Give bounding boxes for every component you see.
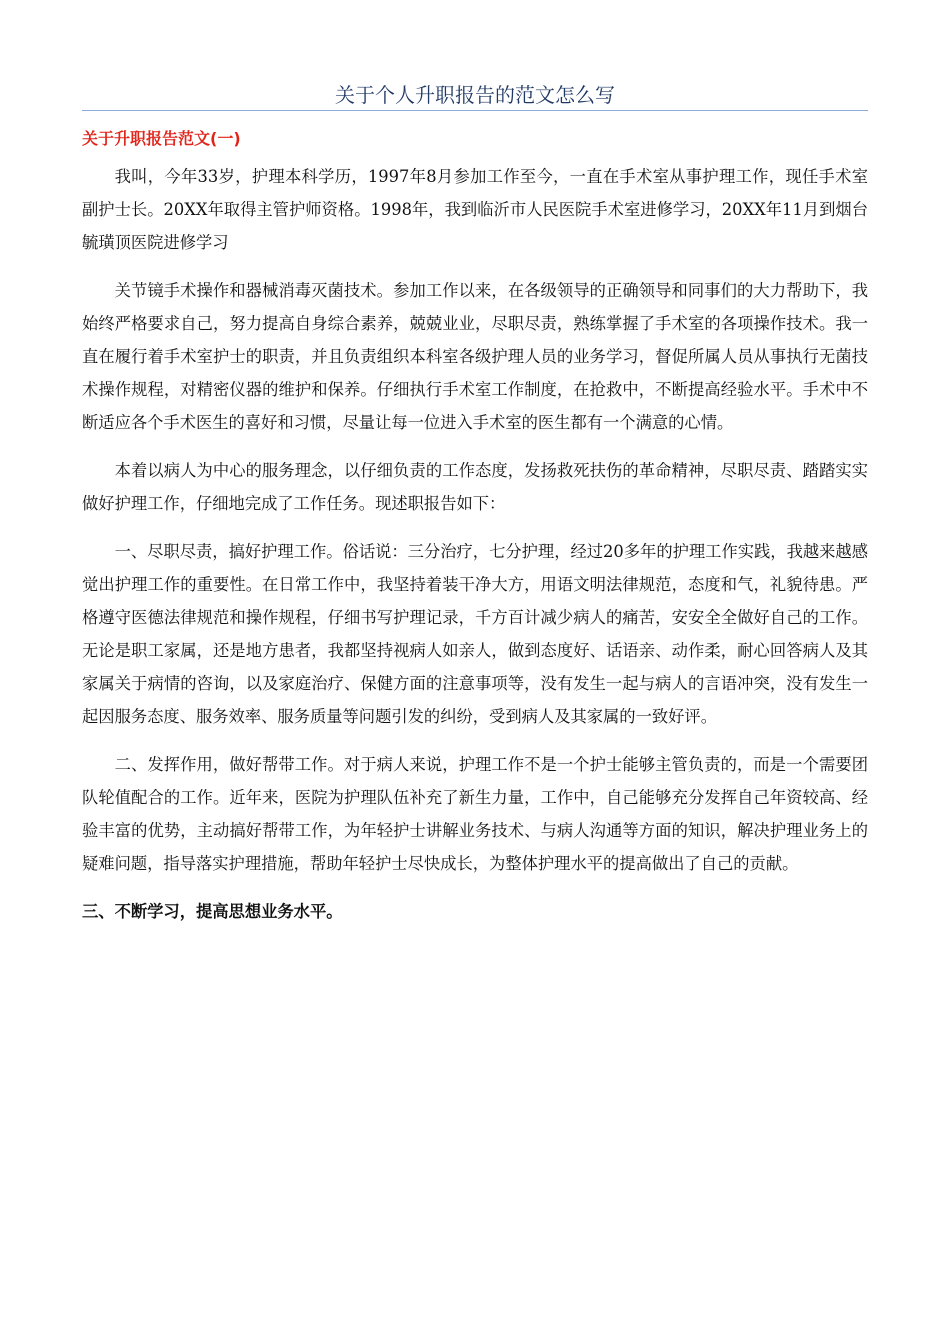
paragraph-experience: 关节镜手术操作和器械消毒灭菌技术。参加工作以来，在各级领导的正确领导和同事们的大力帮助下，我始终严格要求自己，努力提高自身综合素养，兢兢业业，尽职尽责，熟练掌握了手术室的各项操作技术。我一直在履行着手术室护士的职责，并且负责组织本科室各级护理人员的业务学习，督促所属人员从事执行无菌技术操作规程，对精密仪器的维护和保养。仔细执行手术室工作制度，在抢救中，不断提高经验水平。手术中不断适应各个手术医生的喜好和习惯，尽量让每一位进入手术室的医生都有一个满意的心情。 (82, 281, 868, 432)
paragraph-point-two: 二、发挥作用，做好帮带工作。对于病人来说，护理工作不是一个护士能够主管负责的，而是一个需要团队轮值配合的工作。近年来，医院为护理队伍补充了新生力量，工作中，自己能够充分发挥自己年资较高、经验丰富的优势，主动搞好帮带工作，为年轻护士讲解业务技术、与病人沟通等方面的知识，解决护理业务上的疑难问题，指导落实护理措施，帮助年轻护士尽快成长，为整体护理水平的提高做出了自己的贡献。 (82, 755, 868, 873)
paragraph-intro: 我叫，今年33岁，护理本科学历，1997年8月参加工作至今，一直在手术室从事护理工作，现任手术室副护士长。20XX年取得主管护师资格。1998年，我到临沂市人民医院手术室进修学习，20XX年11月到烟台毓璜顶医院进修学习 (82, 167, 868, 252)
paragraph-point-one: 一、尽职尽责，搞好护理工作。俗话说：三分治疗，七分护理，经过20多年的护理工作实践，我越来越感觉出护理工作的重要性。在日常工作中，我坚持着装干净大方，用语文明法律规范，态度和气，礼貌待患。严格遵守医德法律规范和操作规程，仔细书写护理记录，千方百计减少病人的痛苦，安安全全做好自己的工作。无论是职工家属，还是地方患者，我都坚持视病人如亲人，做到态度好、话语亲、动作柔，耐心回答病人及其家属关于病情的咨询，以及家庭治疗、保健方面的注意事项等，没有发生一起与病人的言语冲突，没有发生一起因服务态度、服务效率、服务质量等问题引发的纠纷，受到病人及其家属的一致好评。 (82, 542, 868, 726)
document-title: 关于个人升职报告的范文怎么写 (335, 83, 615, 107)
paragraph-service-philosophy: 本着以病人为中心的服务理念，以仔细负责的工作态度，发扬救死扶伤的革命精神，尽职尽责、踏踏实实做好护理工作，仔细地完成了工作任务。现述职报告如下： (82, 461, 868, 513)
closing-heading: 三、不断学习，提高思想业务水平。 (82, 902, 343, 921)
section-heading: 关于升职报告范文(一) (82, 129, 241, 148)
document-body (82, 160, 868, 943)
title-underline (82, 110, 868, 111)
